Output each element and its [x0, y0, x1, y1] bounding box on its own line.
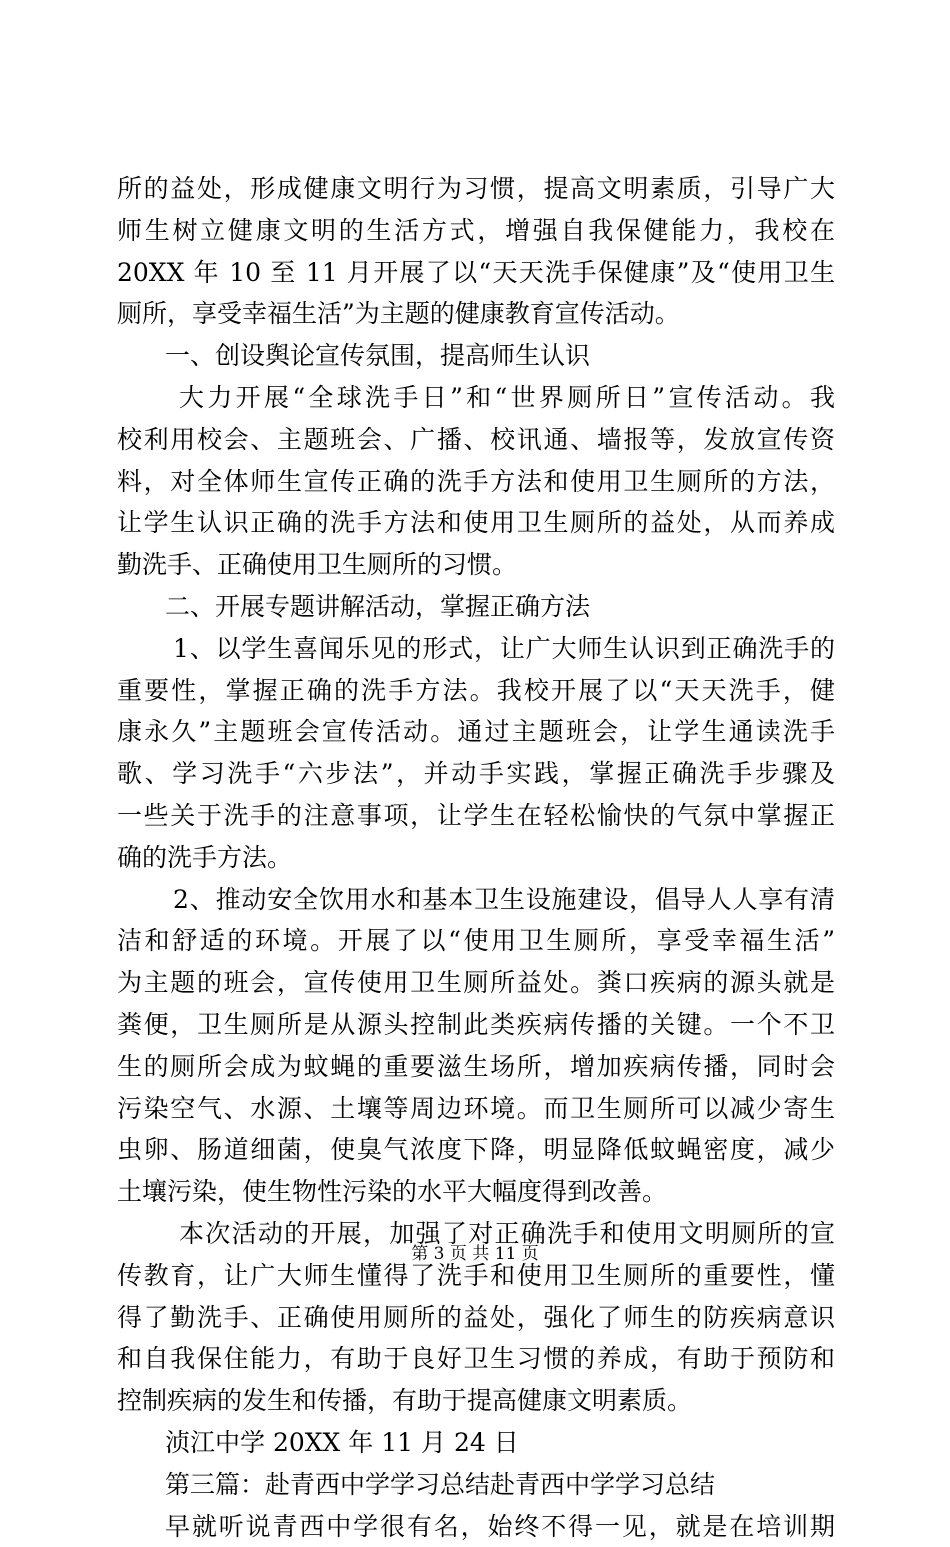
text-line: 确的洗手方法。 [117, 837, 835, 879]
body-text [117, 168, 835, 1547]
text-line: 本次活动的开展，加强了对正确洗手和使用文明厕所的宣 [117, 1213, 835, 1255]
text-line: 重要性，掌握正确的洗手方法。我校开展了以“天天洗手，健 [117, 670, 835, 712]
text-line: 早就听说青西中学很有名，始终不得一见，就是在培训期 [117, 1506, 835, 1547]
text-line: 为主题的班会，宣传使用卫生厕所益处。粪口疾病的源头就是 [117, 962, 835, 1004]
text-line: 土壤污染，使生物性污染的水平大幅度得到改善。 [117, 1171, 835, 1213]
text-line: 控制疾病的发生和传播，有助于提高健康文明素质。 [117, 1380, 835, 1422]
section-heading-1: 一、创设舆论宣传氛围，提高师生认识 [117, 335, 835, 377]
text-line: 一些关于洗手的注意事项，让学生在轻松愉快的气氛中掌握正 [117, 795, 835, 837]
text-line: 让学生认识正确的洗手方法和使用卫生厕所的益处，从而养成 [117, 502, 835, 544]
text-line: 大力开展“全球洗手日”和“世界厕所日”宣传活动。我 [117, 377, 835, 419]
text-line: 和自我保住能力，有助于良好卫生习惯的养成，有助于预防和 [117, 1338, 835, 1380]
section-heading-2: 二、开展专题讲解活动，掌握正确方法 [117, 586, 835, 628]
text-line: 厕所，享受幸福生活”为主题的健康教育宣传活动。 [117, 293, 835, 335]
page-footer: 第 3 页 共 11 页 [0, 1239, 950, 1264]
text-line: 粪便，卫生厕所是从源头控制此类疾病传播的关键。一个不卫 [117, 1004, 835, 1046]
text-line: 2、推动安全饮用水和基本卫生设施建设，倡导人人享有清 [117, 879, 835, 921]
text-line: 得了勤洗手、正确使用厕所的益处，强化了师生的防疾病意识 [117, 1297, 835, 1339]
text-line: 1、以学生喜闻乐见的形式，让广大师生认识到正确洗手的 [117, 628, 835, 670]
text-line: 虫卵、肠道细菌，使臭气浓度下降，明显降低蚊蝇密度，减少 [117, 1129, 835, 1171]
text-line: 传教育，让广大师生懂得了洗手和使用卫生厕所的重要性，懂 [117, 1255, 835, 1297]
text-line: 师生树立健康文明的生活方式，增强自我保健能力，我校在 [117, 210, 835, 252]
text-line: 勤洗手、正确使用卫生厕所的习惯。 [117, 544, 835, 586]
text-line: 20XX 年 10 至 11 月开展了以“天天洗手保健康”及“使用卫生 [117, 252, 835, 294]
text-line: 康永久”主题班会宣传活动。通过主题班会，让学生通读洗手 [117, 711, 835, 753]
text-line: 污染空气、水源、土壤等周边环境。而卫生厕所可以减少寄生 [117, 1088, 835, 1130]
text-line: 料，对全体师生宣传正确的洗手方法和使用卫生厕所的方法， [117, 461, 835, 503]
text-line: 生的厕所会成为蚊蝇的重要滋生场所，增加疾病传播，同时会 [117, 1046, 835, 1088]
text-line: 校利用校会、主题班会、广播、校讯通、墙报等，发放宣传资 [117, 419, 835, 461]
text-line: 歌、学习洗手“六步法”，并动手实践，掌握正确洗手步骤及 [117, 753, 835, 795]
text-line: 洁和舒适的环境。开展了以“使用卫生厕所，享受幸福生活” [117, 920, 835, 962]
article-title: 第三篇：赴青西中学学习总结赴青西中学学习总结 [117, 1464, 835, 1506]
text-line: 所的益处，形成健康文明行为习惯，提高文明素质，引导广大 [117, 168, 835, 210]
signature-date: 浈江中学 20XX 年 11 月 24 日 [117, 1422, 835, 1464]
